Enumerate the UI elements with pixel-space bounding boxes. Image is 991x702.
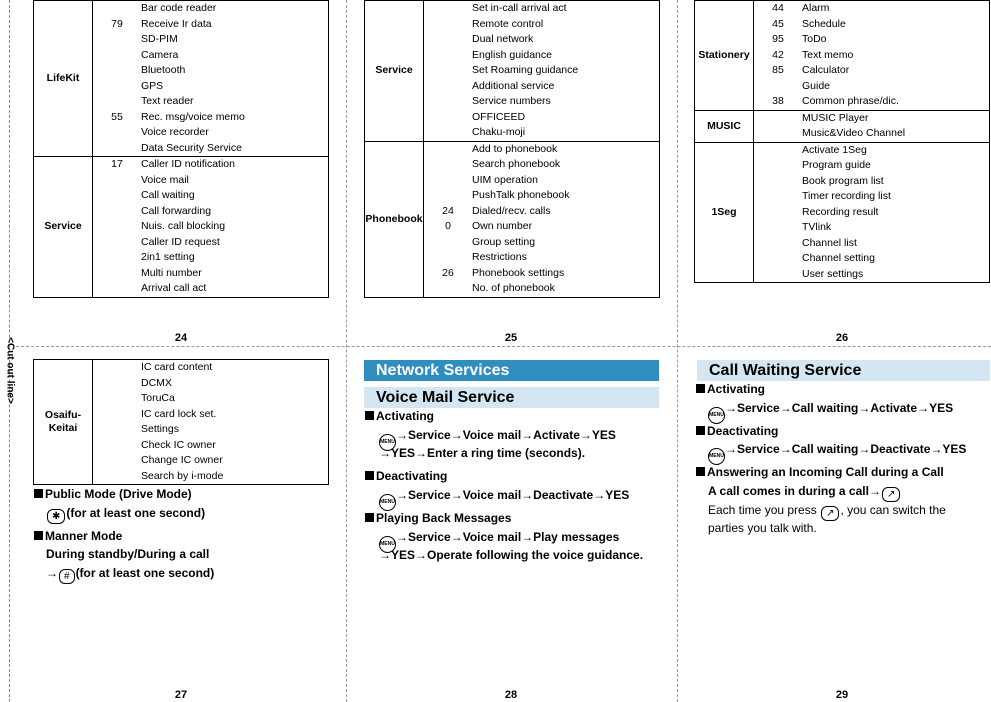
- menu-item: Call waiting: [141, 189, 195, 201]
- cw-activating-step1: [708, 399, 953, 424]
- item-number: 45: [772, 17, 784, 30]
- menu-item: Guide: [802, 79, 831, 92]
- menu-item: Rec. msg/voice memo: [141, 110, 245, 123]
- item-number: [424, 110, 472, 126]
- item-number: 79: [111, 17, 123, 30]
- item-number: [93, 469, 141, 485]
- menu-item: English guidance: [472, 48, 552, 61]
- item-number: 0: [445, 220, 451, 232]
- menu-item: No. of phonebook: [472, 282, 555, 294]
- voice-mail-service-banner: Voice Mail Service: [364, 387, 659, 408]
- heading-text: Public Mode (Drive Mode): [45, 487, 192, 501]
- heading-text: Activating: [707, 382, 766, 396]
- menu-item: Change IC owner: [141, 454, 223, 466]
- item-number: [93, 188, 141, 204]
- item-number: [754, 126, 802, 142]
- arrow-text: →: [46, 566, 58, 580]
- number-column: [93, 1, 142, 157]
- menu-key-icon: MENU: [708, 448, 725, 465]
- category-cell: [34, 360, 93, 485]
- menu-table-p26: [694, 0, 990, 283]
- menu-item: Dual network: [472, 33, 534, 45]
- menu-item: Common phrase/dic.: [802, 95, 899, 107]
- bullet-square-icon: [365, 411, 374, 420]
- menu-item: Set in-call arrival act: [472, 2, 567, 14]
- column-divider-1: [346, 0, 347, 702]
- menu-item: Remote control: [472, 17, 544, 30]
- menu-item: Channel setting: [802, 252, 875, 264]
- item-number: [93, 281, 141, 297]
- menu-item: ToruCa: [141, 392, 175, 404]
- item-column: [141, 157, 329, 298]
- item-number: [424, 250, 472, 266]
- item-number: [754, 205, 802, 221]
- menu-item: Program guide: [802, 159, 871, 171]
- menu-item: IC card lock set.: [141, 407, 217, 420]
- category-cell: Service: [34, 157, 93, 298]
- item-number: [424, 94, 472, 110]
- item-number: [93, 266, 141, 282]
- item-number: [93, 48, 141, 64]
- item-number: [93, 32, 141, 48]
- number-column: [424, 1, 473, 142]
- item-number: 55: [111, 110, 123, 123]
- step-text: →Service→Voice mail→Activate→YES: [396, 428, 616, 442]
- item-number: [93, 141, 141, 157]
- menu-item: Chaku-moji: [472, 126, 526, 138]
- cw-answering-line2: [708, 501, 946, 521]
- item-number: [424, 32, 472, 48]
- menu-item: Bluetooth: [141, 64, 186, 76]
- menu-item: Settings: [141, 423, 179, 435]
- item-number: [93, 391, 141, 407]
- cut-out-line: [0, 0, 16, 702]
- menu-item: IC card content: [141, 361, 213, 373]
- item-number: 26: [442, 266, 454, 279]
- page-number: 26: [835, 332, 849, 344]
- item-number: [93, 407, 141, 423]
- column-divider-2: [677, 0, 678, 702]
- vm-deactivating-step1: [379, 486, 629, 511]
- vm-activating-heading: [365, 407, 434, 426]
- menu-item: Camera: [141, 48, 179, 61]
- menu-item: PushTalk phonebook: [472, 189, 570, 201]
- menu-item: Arrival call act: [141, 282, 207, 294]
- item-number: [93, 453, 141, 469]
- menu-item: MUSIC Player: [802, 111, 869, 124]
- item-number: 38: [772, 95, 784, 107]
- item-number: [93, 63, 141, 79]
- menu-item: Phonebook settings: [472, 266, 565, 279]
- menu-item: Nuis. call blocking: [141, 220, 226, 232]
- heading-text: Answering an Incoming Call during a Call: [707, 465, 944, 479]
- category-line: Keitai: [48, 422, 78, 434]
- menu-item: Caller ID notification: [141, 158, 235, 170]
- heading-text: Deactivating: [376, 469, 448, 483]
- item-number: 24: [442, 204, 454, 217]
- item-number: [424, 1, 472, 17]
- step-text: →Service→Call waiting→Deactivate→YES: [725, 442, 967, 456]
- vm-playing-heading: [365, 509, 511, 528]
- menu-table-p24: [33, 0, 329, 298]
- item-column: [472, 141, 660, 297]
- menu-item: Additional service: [472, 79, 555, 92]
- cw-deactivating-heading: [696, 422, 778, 441]
- vm-deactivating-heading: [365, 467, 447, 486]
- menu-item: Check IC owner: [141, 438, 216, 451]
- table-section: [34, 157, 329, 298]
- table-section: [34, 360, 329, 485]
- menu-item: OFFICEED: [472, 110, 526, 123]
- menu-item: Call forwarding: [141, 204, 212, 217]
- item-number: 44: [772, 2, 784, 14]
- item-column: [141, 1, 329, 157]
- item-number: [754, 158, 802, 174]
- menu-key-icon: MENU: [379, 494, 396, 511]
- item-number: [424, 157, 472, 173]
- call-waiting-service-banner: Call Waiting Service: [697, 360, 990, 381]
- menu-item: Music&Video Channel: [802, 127, 906, 139]
- heading-text: Deactivating: [707, 424, 779, 438]
- menu-item: Alarm: [802, 2, 830, 14]
- manner-mode-instruction: [46, 564, 214, 584]
- item-number: [754, 111, 802, 127]
- bullet-square-icon: [696, 467, 705, 476]
- menu-item: Text reader: [141, 95, 194, 107]
- row-divider: [16, 346, 991, 347]
- menu-item: Receive Ir data: [141, 17, 212, 30]
- item-column: [802, 110, 990, 142]
- menu-item: Search phonebook: [472, 158, 561, 170]
- number-column: [424, 141, 473, 297]
- menu-item: GPS: [141, 79, 164, 92]
- page-number: 24: [174, 332, 188, 344]
- menu-item: User settings: [802, 267, 864, 280]
- menu-item: Dialed/recv. calls: [472, 204, 551, 217]
- number-column: [93, 157, 142, 298]
- page-number: 28: [504, 689, 518, 701]
- item-number: [754, 236, 802, 252]
- item-number: [93, 173, 141, 189]
- menu-item: Calculator: [802, 64, 850, 76]
- item-number: [424, 142, 472, 158]
- call-key-icon: ↗: [821, 506, 839, 521]
- item-number: [424, 48, 472, 64]
- menu-item: Restrictions: [472, 251, 527, 263]
- item-number: [93, 94, 141, 110]
- menu-item: Data Security Service: [141, 141, 242, 154]
- menu-item: Bar code reader: [141, 2, 217, 14]
- item-number: [424, 125, 472, 141]
- menu-key-icon: MENU: [379, 434, 396, 451]
- public-mode-instruction: [46, 504, 205, 524]
- menu-key-icon: MENU: [379, 536, 396, 553]
- menu-item: Voice recorder: [141, 126, 209, 138]
- item-number: [424, 188, 472, 204]
- item-number: [93, 360, 141, 376]
- menu-item: Channel list: [802, 236, 857, 249]
- menu-item: Caller ID request: [141, 235, 220, 248]
- vm-activating-step2: →YES→Enter a ring time (seconds).: [379, 446, 586, 460]
- table-section: [695, 1, 990, 111]
- item-column: [802, 142, 990, 283]
- step-text: →Service→Voice mail→Play messages: [396, 530, 620, 544]
- item-number: 42: [772, 48, 784, 61]
- item-column: [472, 1, 660, 142]
- table-section: [365, 141, 660, 297]
- item-number: [93, 204, 141, 220]
- item-number: [424, 281, 472, 297]
- item-number: [754, 143, 802, 159]
- category-cell: 1Seg: [695, 142, 754, 283]
- item-number: [424, 79, 472, 95]
- item-number: 95: [772, 33, 784, 45]
- menu-key-icon: MENU: [708, 407, 725, 424]
- menu-item: Multi number: [141, 266, 202, 279]
- item-column: [141, 360, 329, 485]
- item-number: [424, 235, 472, 251]
- heading-text: Manner Mode: [45, 529, 123, 543]
- item-number: [93, 1, 141, 17]
- item-number: [754, 251, 802, 267]
- bullet-square-icon: [696, 426, 705, 435]
- body-text: , you can switch the: [840, 503, 946, 517]
- number-column: [754, 110, 803, 142]
- table-section: [34, 1, 329, 157]
- item-number: [93, 235, 141, 251]
- menu-item: Timer recording list: [802, 190, 891, 202]
- vm-playing-step2: →YES→Operate following the voice guidance.: [379, 548, 644, 562]
- public-mode-heading: [34, 485, 192, 504]
- page-number: 29: [835, 689, 849, 701]
- table-section: [695, 142, 990, 283]
- pound-key-icon: #: [59, 569, 75, 584]
- item-number: 17: [111, 158, 123, 170]
- item-number: [93, 422, 141, 438]
- menu-item: Activate 1Seg: [802, 143, 867, 156]
- menu-item: Text memo: [802, 48, 854, 61]
- menu-item: TVlink: [802, 221, 832, 233]
- menu-item: Recording result: [802, 205, 879, 218]
- menu-item: Schedule: [802, 17, 846, 30]
- call-key-icon: ↗: [882, 487, 900, 502]
- body-text: Each time you press: [708, 503, 817, 517]
- item-number: 85: [772, 64, 784, 76]
- menu-item: Book program list: [802, 174, 884, 187]
- heading-text: Activating: [376, 409, 435, 423]
- item-number: [754, 189, 802, 205]
- item-number: [754, 220, 802, 236]
- bullet-square-icon: [365, 513, 374, 522]
- star-key-icon: ✱: [47, 509, 65, 524]
- cw-deactivating-step1: [708, 440, 966, 465]
- table-section: [365, 1, 660, 142]
- category-cell: Service: [365, 1, 424, 142]
- menu-table-p27: [33, 359, 329, 485]
- item-number: [424, 173, 472, 189]
- heading-text: Playing Back Messages: [376, 511, 512, 525]
- page-number: 27: [174, 689, 188, 701]
- item-number: [93, 376, 141, 392]
- menu-item: ToDo: [802, 33, 827, 45]
- bullet-square-icon: [365, 471, 374, 480]
- category-cell: MUSIC: [695, 110, 754, 142]
- manner-mode-heading: [34, 527, 122, 546]
- cw-activating-heading: [696, 380, 765, 399]
- item-number: [93, 125, 141, 141]
- category-line: Osaifu-: [44, 409, 82, 421]
- menu-table-p25: [364, 0, 660, 298]
- cw-answering-line1: [708, 482, 901, 502]
- step-text: →Service→Voice mail→Deactivate→YES: [396, 488, 630, 502]
- category-cell: Phonebook: [365, 141, 424, 297]
- item-number: [93, 219, 141, 235]
- manner-mode-line1: During standby/During a call: [46, 547, 210, 561]
- menu-item: Add to phonebook: [472, 142, 558, 155]
- item-number: [754, 174, 802, 190]
- menu-item: Set Roaming guidance: [472, 64, 579, 76]
- menu-item: Voice mail: [141, 173, 189, 186]
- menu-item: Group setting: [472, 235, 536, 248]
- number-column: [93, 360, 142, 485]
- instruction-text: (for at least one second): [66, 506, 206, 520]
- menu-item: 2in1 setting: [141, 251, 195, 263]
- bullet-square-icon: [696, 384, 705, 393]
- menu-item: UIM operation: [472, 173, 538, 186]
- number-column: [754, 1, 803, 111]
- item-number: [93, 79, 141, 95]
- menu-item: Search by i-mode: [141, 469, 224, 482]
- step-text: →Service→Call waiting→Activate→YES: [725, 401, 954, 415]
- network-services-banner: Network Services: [364, 360, 659, 381]
- item-number: [93, 250, 141, 266]
- page-number: 25: [504, 332, 518, 344]
- bullet-square-icon: [34, 531, 43, 540]
- bullet-square-icon: [34, 489, 43, 498]
- table-section: [695, 110, 990, 142]
- cw-answering-line3: parties you talk with.: [708, 521, 817, 535]
- cw-answering-heading: [696, 463, 944, 482]
- category-cell: LifeKit: [34, 1, 93, 157]
- number-column: [754, 142, 803, 283]
- menu-item: DCMX: [141, 376, 172, 389]
- step-text: A call comes in during a call→: [708, 484, 881, 498]
- instruction-text: (for at least one second): [75, 566, 215, 580]
- menu-item: Service numbers: [472, 95, 551, 107]
- menu-item: Own number: [472, 220, 533, 232]
- item-number: [754, 79, 802, 95]
- item-number: [754, 267, 802, 283]
- item-number: [93, 438, 141, 454]
- item-number: [424, 63, 472, 79]
- item-column: [802, 1, 990, 111]
- menu-item: SD-PIM: [141, 33, 178, 45]
- cut-line-label: <Cut out line>: [4, 337, 16, 404]
- item-number: [424, 17, 472, 33]
- category-cell: Stationery: [695, 1, 754, 111]
